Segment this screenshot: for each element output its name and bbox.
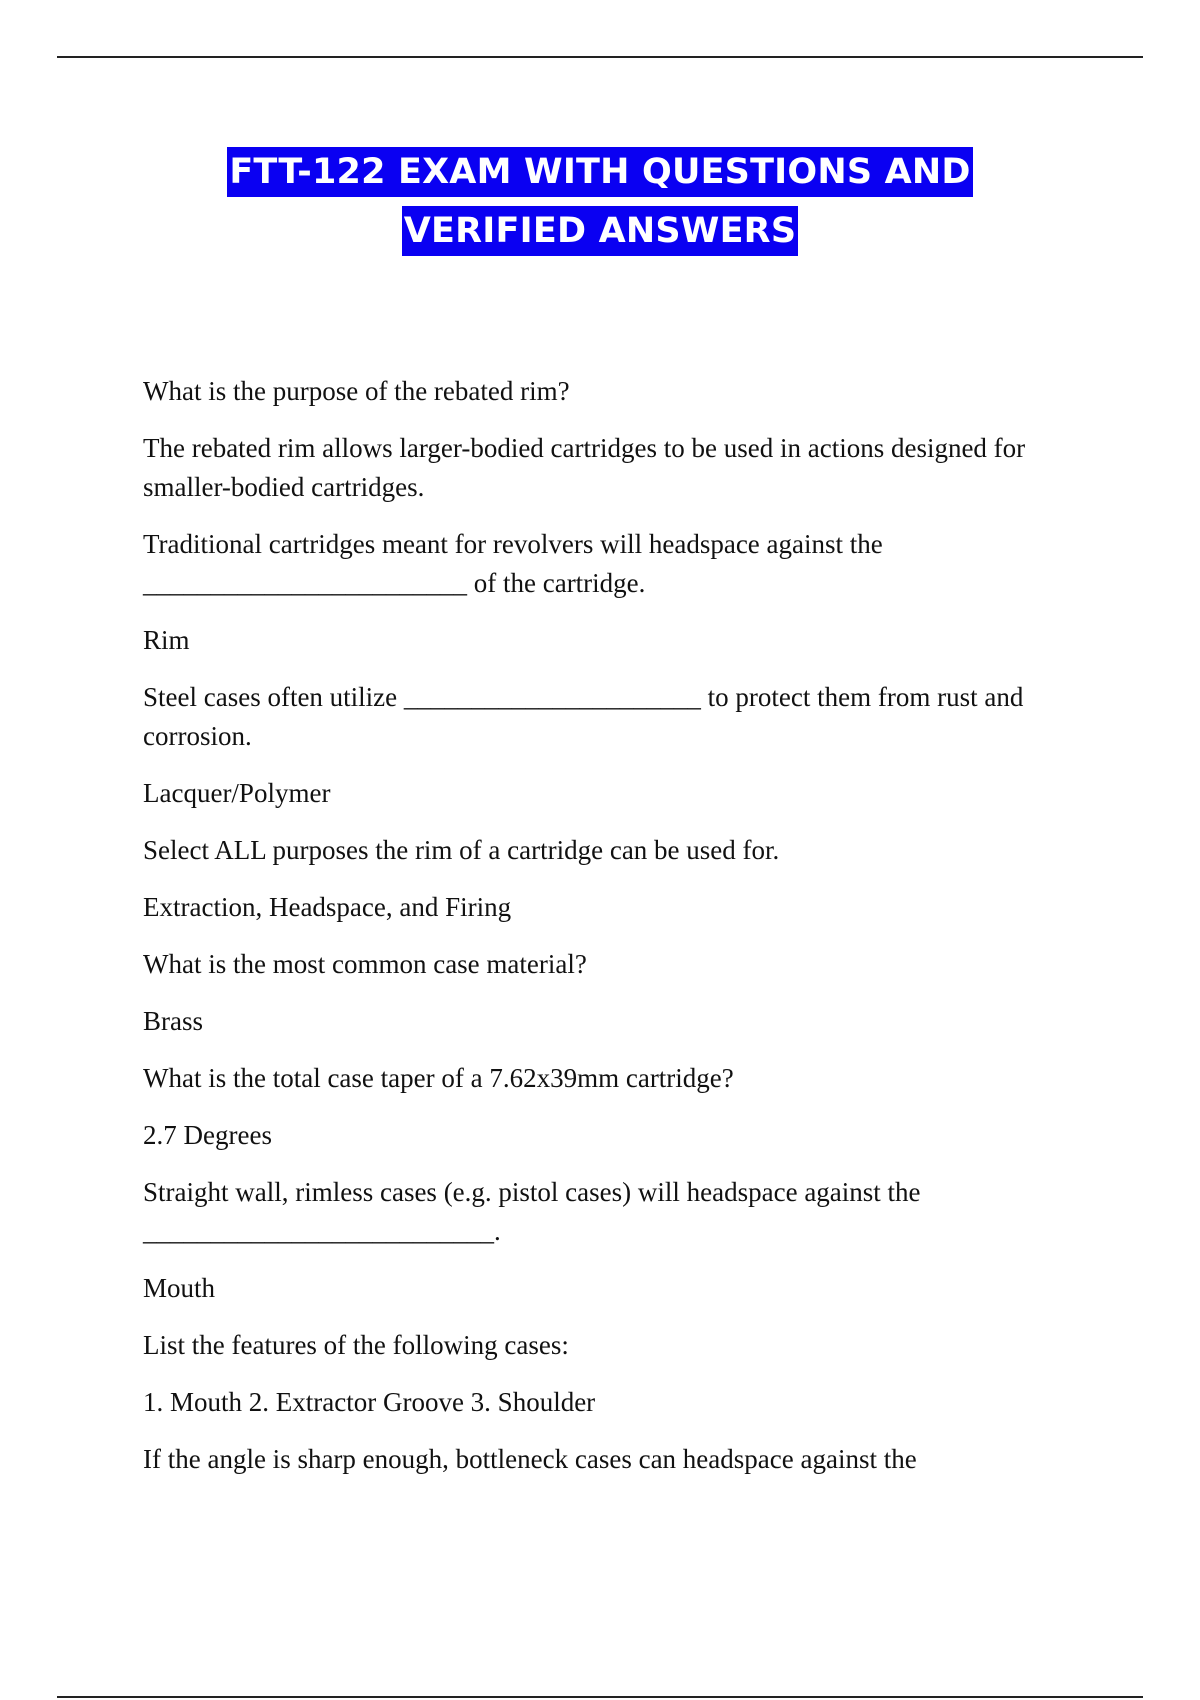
question: What is the purpose of the rebated rim? [143,376,570,406]
answer: Mouth [143,1273,216,1303]
answer: The rebated rim allows larger-bodied cartridges to be used in actions designed for smaller-bodied cartridges. [143,433,1026,502]
question: What is the total case taper of a 7.62x39mm cartridge? [143,1063,734,1093]
answer: 1. Mouth 2. Extractor Groove 3. Shoulder [143,1387,596,1417]
question: What is the most common case material? [143,949,587,979]
question: Straight wall, rimless cases (e.g. pistol cases) will headspace against the __________________________. [143,1177,921,1246]
top-rule [57,56,1143,58]
question: Steel cases often utilize ______________________ to protect them from rust and corrosion. [143,682,1024,751]
question: Select ALL purposes the rim of a cartridge can be used for. [143,835,780,865]
answer: Lacquer/Polymer [143,778,331,808]
title-line-1: FTT-122 EXAM WITH QUESTIONS AND [227,147,972,197]
title-line-2: VERIFIED ANSWERS [402,206,799,256]
question: Traditional cartridges meant for revolvers will headspace against the ________________________ of the cartridge. [143,529,883,598]
answer: Extraction, Headspace, and Firing [143,892,512,922]
question: List the features of the following cases: [143,1330,569,1360]
answer: Rim [143,625,190,655]
question: If the angle is sharp enough, bottleneck cases can headspace against the [143,1444,917,1474]
answer: 2.7 Degrees [143,1120,272,1150]
answer: Brass [143,1006,203,1036]
document-title [0,143,1200,261]
bottom-rule [57,1696,1143,1698]
question-answer-list [143,372,1073,1497]
